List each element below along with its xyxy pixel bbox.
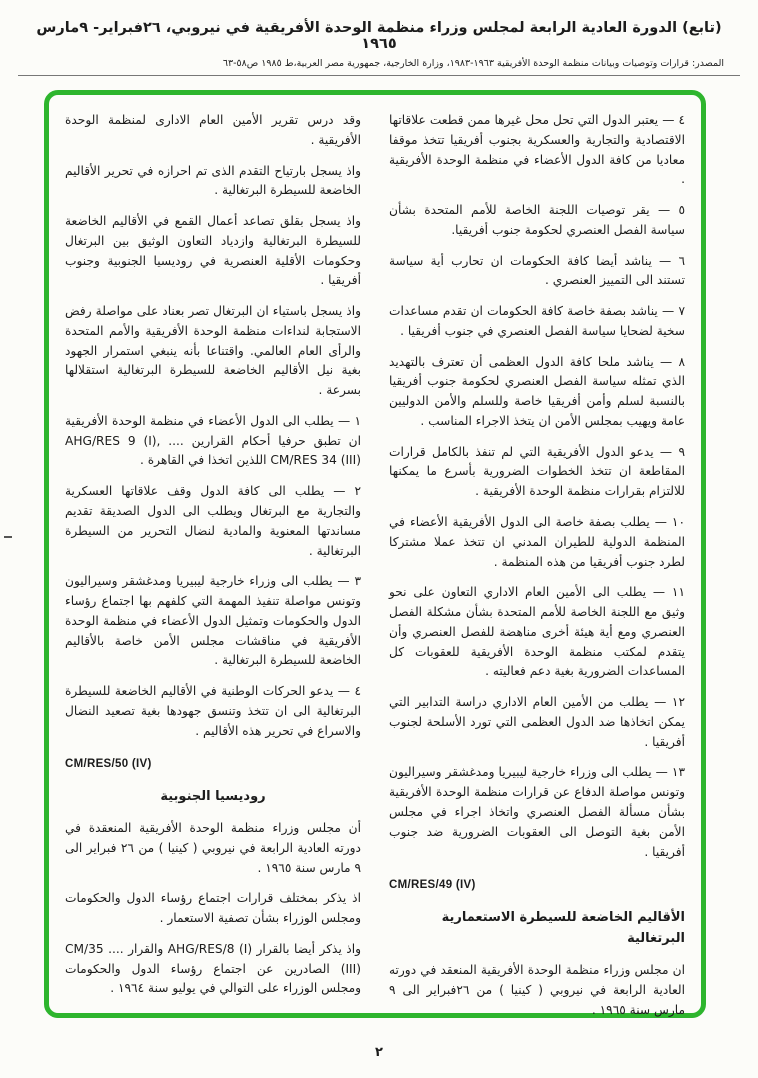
- resolution-item-11: ١١ — يطلب الى الأمين العام الاداري التعاون على نحو وثيق مع اللجنة الخاصة للأمم المتحدة بشأن مشكلة الفصل العنصري ومع أية هيئة أخرى مناهضة للفصل العنصري وأن يتقدم لمكتب منظمة الوحدة الأفريقية للعقوبات كل المساعدات الضرورية بغية دعم فعاليته .: [389, 585, 685, 679]
- resolution-ref-cm-res-50: CM/RES/50 (IV): [65, 758, 152, 771]
- left-column: [65, 111, 361, 1003]
- preamble-paragraph-2: واذ يسجل بارتياح التقدم الذى تم احرازه في تحرير الأقاليم الخاضعة للسيطرة البرتغالية .: [65, 163, 361, 198]
- resolution-item-3: ٣ — يطلب الى وزراء خارجية ليبيريا ومدغشقر وسيراليون وتونس مواصلة تنفيذ المهمة التي كلفهم بها اجتماع رؤساء الدول والحكومات وتمثيل الدول الأعضاء في منظمة الوحدة الأفريقية في مناقشات مجلس الأمن خاصة بالأقاليم الخاضعة للسيطرة البرتغالية .: [65, 574, 361, 668]
- preamble-paragraph-1: وقد درس تقرير الأمين العام الادارى لمنظمة الوحدة الأفريقية .: [65, 113, 361, 147]
- section-heading-portuguese-territories: الأقاليم الخاضعة للسيطرة الاستعمارية البرتغالية: [441, 909, 685, 946]
- resolution-item-4b: ٤ — يدعو الحركات الوطنية في الأقاليم الخاضعة للسيطرة البرتغالية الى ان تتخذ وتنسق جهودها بغية تصعيد النضال والاسراع في تحرير هذه الأقاليم .: [65, 684, 361, 738]
- resolution-item-7: ٧ — يناشد بصفة خاصة كافة الحكومات ان تقدم مساعدات سخية لضحايا سياسة الفصل العنصري في جنوب أفريقيا .: [389, 304, 685, 338]
- resolution-item-2: ٢ — يطلب الى كافة الدول وقف علاقاتها العسكرية والتجارية مع البرتغال ويطلب الى الدول الصديقة تقديم مساندتها المعنوية والمادية لنضال التحرير من السيطرة البرتغالية .: [65, 484, 361, 558]
- preamble-paragraph-4: واذ يسجل باستياء ان البرتغال تصر بعناد على مواصلة رفض الاستجابة لنداءات منظمة الوحدة الأفريقية والأمم المتحدة والرأى العام العالمي. واقتناعا بأنه ينبغي استمرار الجهود بغية نيل الأقاليم الخاضعة للسيطرة البرتغالية استقلالها بسرعة .: [65, 304, 361, 398]
- resolution-item-1: ١ — يطلب الى الدول الأعضاء في منظمة الوحدة الأفريقية ان تطبق حرفيا أحكام القرارين .... AHG/RES 9 (I), CM/RES 34 (III) اللذين اتخذا في القاهرة .: [65, 413, 361, 468]
- section-heading-southern-rhodesia: روديسيا الجنوبية: [160, 789, 266, 805]
- resolution-item-8: ٨ — يناشد ملحا كافة الدول العظمى أن تعترف بالتهديد الذي تمثله سياسة الفصل العنصري لحكومة جنوب أفريقيا بالنسبة لسلم وأمن أفريقيا خاصة وللسلم والأمن الدوليين عامة ويهيب بمجلس الأمن ان يتخذ الاجراء المناسب .: [389, 354, 685, 428]
- resolution-item-4: ٤ — يعتبر الدول التي تحل محل غيرها ممن قطعت علاقاتها الاقتصادية والتجارية والعسكرية بجنوب أفريقيا تتخذ موقفا معاديا من كافة الدول الأعضاء في منظمة الوحدة الأفريقية .: [389, 113, 685, 187]
- section-opening-paragraph: ان مجلس وزراء منظمة الوحدة الأفريقية المنعقد في دورته العادية الرابعة في نيروبي ( كينيا ) من ٢٦فبراير الى ٩ مارس سنة ١٩٦٥ .: [389, 962, 685, 1017]
- resolution-item-12: ١٢ — يطلب من الأمين العام الاداري دراسة التدابير التي يمكن اتخاذها ضد الدول العظمى التي تورد الأسلحة لجنوب أفريقيا .: [389, 695, 685, 749]
- resolution-item-10: ١٠ — يطلب بصفة خاصة الى الدول الأفريقية الأعضاء في المنظمة الدولية للطيران المدني ان تتخذ عملا مشتركا لطرد جنوب أفريقيا من هذه المنظمة .: [389, 515, 685, 569]
- resolution-item-5: ٥ — يقر توصيات اللجنة الخاصة للأمم المتحدة بشأن سياسة الفصل العنصري لحكومة جنوب أفريقيا.: [389, 203, 685, 237]
- document-source-line: المصدر: قرارات وتوصيات وبيانات منظمة الوحدة الأفريقية ١٩٦٣-١٩٨٣، وزارة الخارجية، جمهورية مصر العربية،ط ١٩٨٥ ص٥٨-٦٣: [222, 58, 724, 69]
- recall-paragraph-1: اذ يذكر بمختلف قرارات اجتماع رؤساء الدول والحكومات ومجلس الوزراء بشأن تصفية الاستعمار .: [65, 891, 361, 926]
- section-opening-paragraph-2: أن مجلس وزراء منظمة الوحدة الأفريقية المنعقدة في دورته العادية الرابعة في نيروبي ( كينيا ) من ٢٦ فبراير الى ٩ مارس سنة ١٩٦٥ .: [65, 821, 361, 875]
- resolution-item-6: ٦ — يناشد أيضا كافة الحكومات ان تحارب أية سياسة تستند الى التمييز العنصري .: [389, 253, 685, 288]
- header-divider: [18, 75, 740, 76]
- content-frame: [44, 90, 706, 1018]
- right-column: [389, 111, 685, 1017]
- resolution-item-13: ١٣ — يطلب الى وزراء خارجية ليبيريا ومدغشقر وسيراليون وتونس مواصلة الدفاع عن قرارات منظمة الوحدة الأفريقية بشأن مسألة الفصل العنصري واتخاذ اجراء في مجلس الأمن بغية التوصل الى العقوبات الضرورية ضد جنوب أفريقيا .: [389, 765, 685, 859]
- recall-paragraph-2: واذ يذكر أيضا بالقرار AHG/RES/8 (I) والقرار .... CM/35 (III) الصادرين عن اجتماع رؤساء الدول والحكومات ومجلس الوزراء على التوالي في يوليو سنة ١٩٦٤ .: [65, 941, 361, 996]
- resolution-item-9: ٩ — يدعو الدول الأفريقية التي لم تنفذ بالكامل قرارات المقاطعة ان تتخذ الخطوات الضرورية بأسرع ما يمكنها للالتزام بقرارات منظمة الوحدة الأفريقية .: [389, 444, 685, 499]
- document-header-title: (تابع) الدورة العادية الرابعة لمجلس وزراء منظمة الوحدة الأفريقية في نيروبي، ٢٦فبراير- ٩مارس ١٩٦٥: [36, 20, 722, 52]
- preamble-paragraph-3: واذ يسجل بقلق تصاعد أعمال القمع في الأقاليم الخاضعة للسيطرة البرتغالية وازدياد التعاون الوثيق بين البرتغال وحكومات الأقلية العنصرية في روديسيا الجنوبية وجنوب أفريقيا .: [65, 214, 361, 288]
- page-number: ٢: [375, 1045, 383, 1060]
- two-column-layout: [65, 111, 685, 1017]
- scan-artifact-mark: [4, 536, 12, 538]
- resolution-ref-cm-res-49: CM/RES/49 (IV): [389, 879, 476, 892]
